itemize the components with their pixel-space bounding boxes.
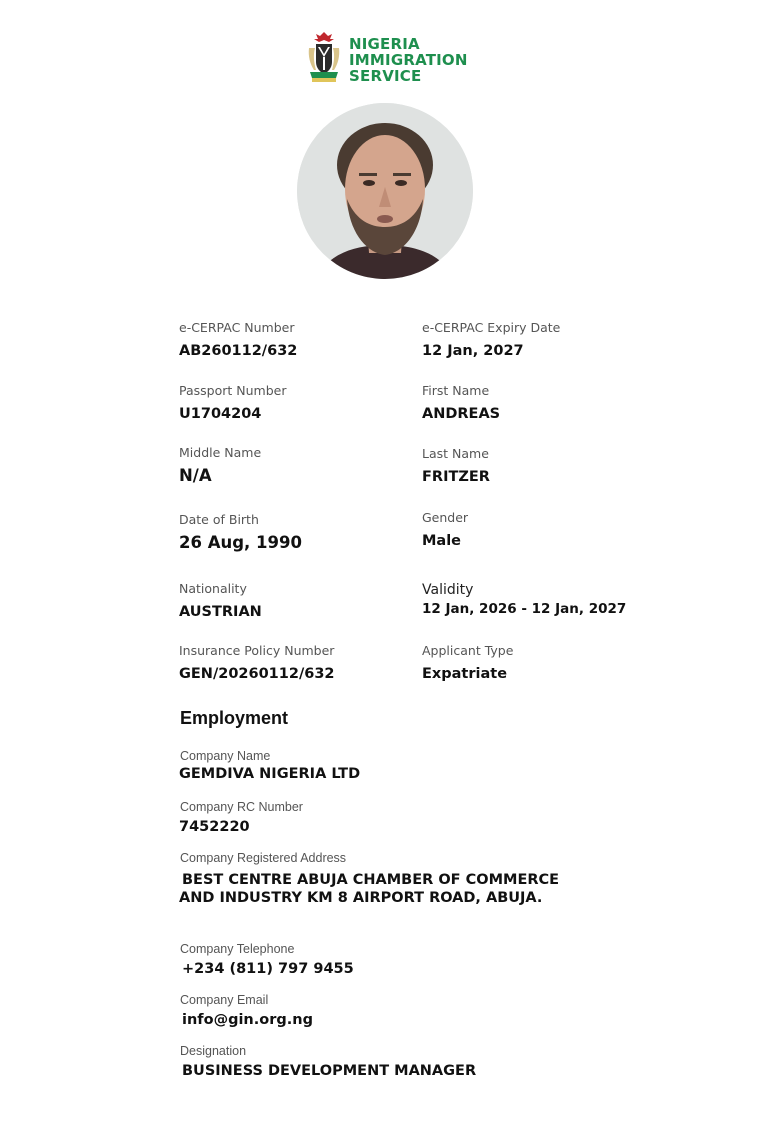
- last-name-label: Last Name: [422, 446, 489, 461]
- ecerpac-expiry-value: 12 Jan, 2027: [422, 343, 524, 359]
- date-of-birth-label: Date of Birth: [179, 512, 259, 527]
- last-name-field: [422, 446, 490, 486]
- company-name-field: [180, 748, 360, 783]
- company-telephone-field: [180, 941, 354, 978]
- designation-field: [180, 1043, 476, 1080]
- gender-value: Male: [422, 533, 462, 549]
- ecerpac-number-label: e-CERPAC Number: [179, 320, 295, 335]
- middle-name-field: [179, 445, 261, 485]
- company-name-label: Company Name: [180, 749, 271, 763]
- company-rc-label: Company RC Number: [180, 800, 303, 814]
- portrait-icon: [297, 103, 473, 279]
- company-email-label: Company Email: [180, 993, 269, 1007]
- company-address-line-1: BEST CENTRE ABUJA CHAMBER OF COMMERCE: [182, 872, 560, 888]
- first-name-value: ANDREAS: [422, 406, 501, 422]
- nationality-field: [179, 581, 262, 621]
- company-address-label: Company Registered Address: [180, 851, 347, 865]
- nationality-value: AUSTRIAN: [179, 604, 262, 620]
- insurance-policy-field: [179, 643, 335, 683]
- middle-name-value: N/A: [179, 466, 212, 485]
- insurance-policy-label: Insurance Policy Number: [179, 643, 335, 658]
- middle-name-label: Middle Name: [179, 445, 262, 460]
- ecerpac-number-value: AB260112/632: [179, 343, 298, 359]
- insurance-policy-value: GEN/20260112/632: [179, 666, 335, 682]
- coat-of-arms-icon: [306, 30, 342, 86]
- validity-value: 12 Jan, 2026 - 12 Jan, 2027: [422, 601, 627, 617]
- passport-number-label: Passport Number: [179, 383, 287, 398]
- nationality-label: Nationality: [179, 581, 247, 596]
- logo-line-2: IMMIGRATION: [349, 51, 468, 69]
- employment-section-title: Employment: [180, 708, 289, 728]
- gender-field: [422, 510, 468, 550]
- first-name-field: [422, 383, 500, 423]
- company-telephone-value: +234 (811) 797 9455: [182, 961, 354, 977]
- logo-line-1: NIGERIA: [349, 35, 420, 53]
- company-email-field: [180, 992, 313, 1029]
- company-address-field: [180, 850, 559, 907]
- validity-field: [422, 582, 626, 618]
- company-rc-field: [180, 799, 303, 836]
- validity-label: Validity: [422, 582, 474, 598]
- ecerpac-expiry-field: [422, 320, 560, 360]
- designation-value: BUSINESS DEVELOPMENT MANAGER: [182, 1063, 477, 1079]
- logo-line-3: SERVICE: [349, 67, 422, 85]
- date-of-birth-value: 26 Aug, 1990: [179, 533, 302, 552]
- company-address-line-2: AND INDUSTRY KM 8 AIRPORT ROAD, ABUJA.: [179, 890, 543, 906]
- first-name-label: First Name: [422, 383, 490, 398]
- applicant-type-value: Expatriate: [422, 666, 508, 682]
- ecerpac-number-field: [179, 320, 297, 360]
- company-telephone-label: Company Telephone: [180, 942, 295, 956]
- applicant-type-label: Applicant Type: [422, 643, 514, 658]
- passport-number-field: [179, 383, 286, 423]
- applicant-type-field: [422, 643, 513, 683]
- ecerpac-expiry-label: e-CERPAC Expiry Date: [422, 320, 561, 335]
- header: [306, 30, 476, 90]
- passport-number-value: U1704204: [179, 406, 262, 422]
- last-name-value: FRITZER: [422, 469, 490, 485]
- gender-label: Gender: [422, 510, 469, 525]
- date-of-birth-field: [179, 512, 302, 552]
- company-rc-value: 7452220: [179, 819, 250, 835]
- portrait-photo: [297, 103, 473, 279]
- company-email-value: info@gin.org.ng: [182, 1012, 313, 1028]
- designation-label: Designation: [180, 1044, 247, 1058]
- company-name-value: GEMDIVA NIGERIA LTD: [179, 766, 361, 782]
